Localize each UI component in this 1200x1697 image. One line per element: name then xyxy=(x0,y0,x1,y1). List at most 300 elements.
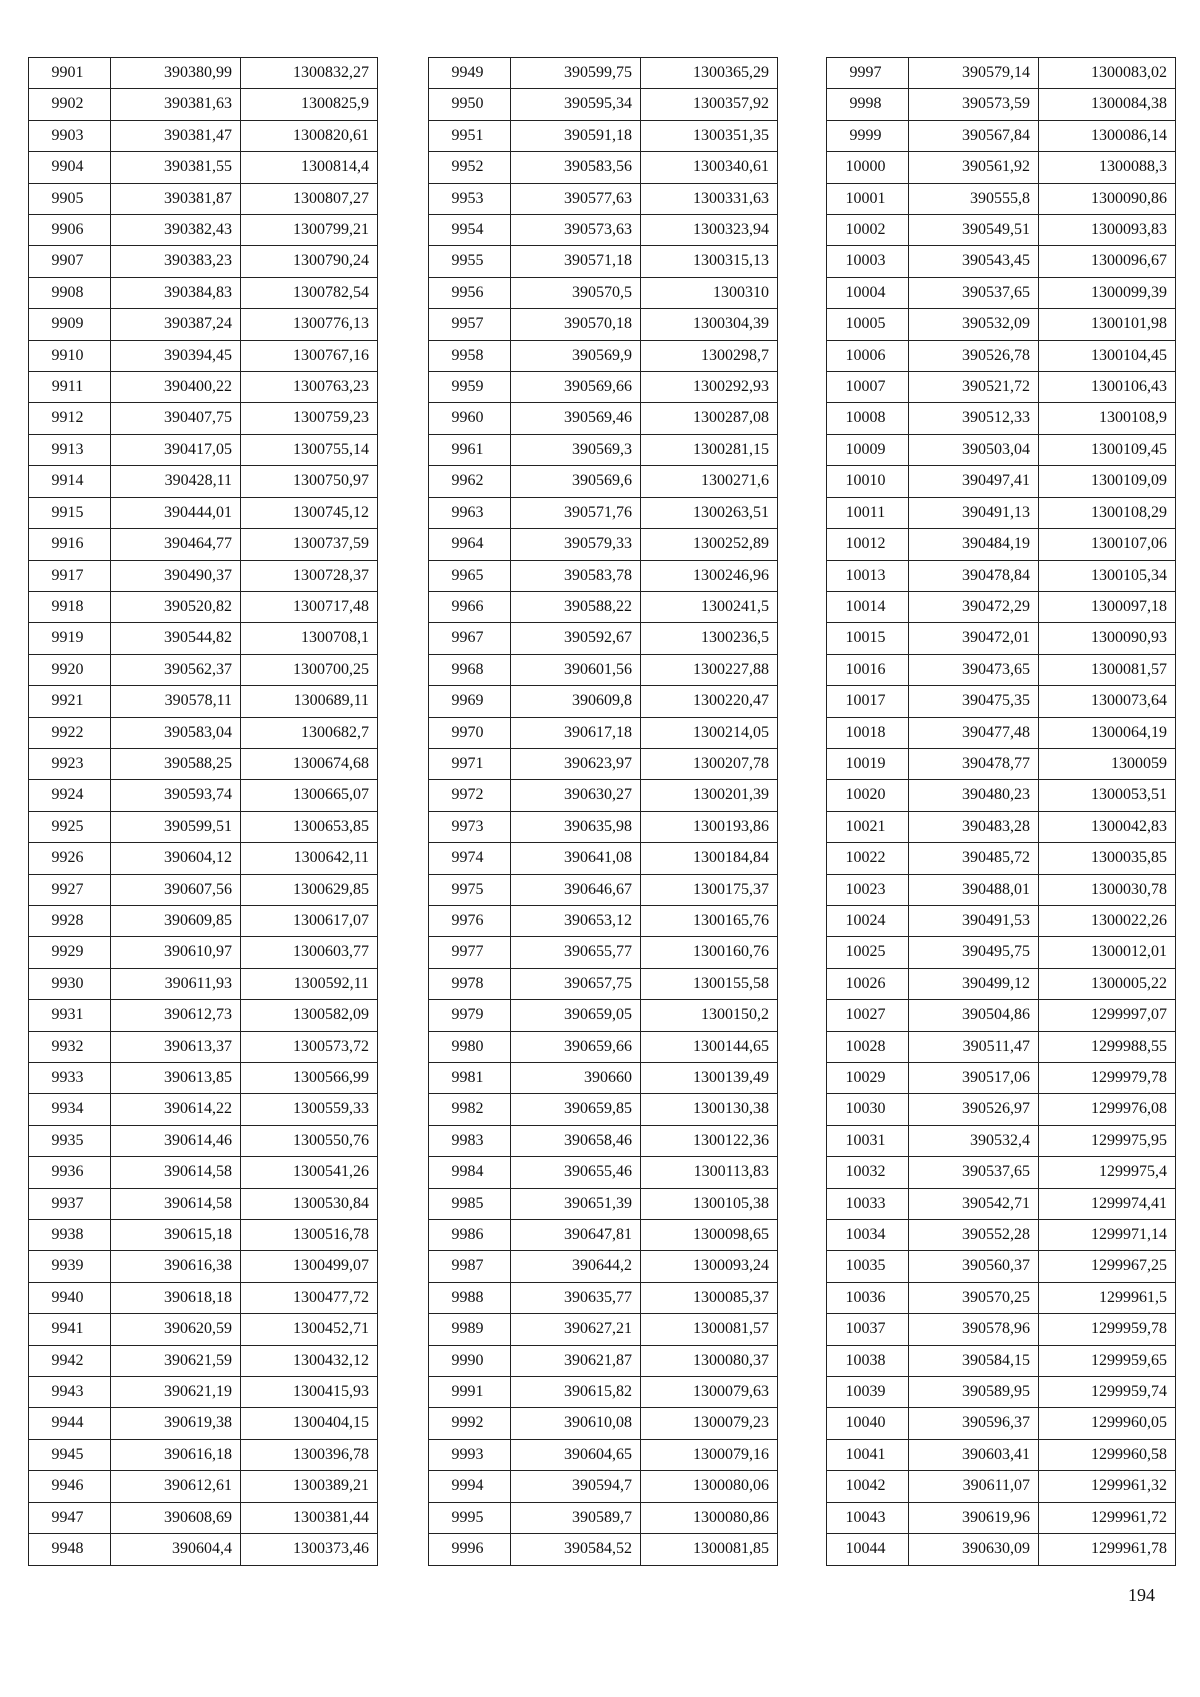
x-coordinate-cell: 390488,01 xyxy=(909,874,1039,905)
table-row xyxy=(827,340,1176,371)
table-row xyxy=(29,152,378,183)
point-number-cell: 9984 xyxy=(429,1157,511,1188)
y-coordinate-cell: 1299960,05 xyxy=(1039,1408,1176,1439)
table-row xyxy=(429,1471,778,1502)
y-coordinate-cell: 1300452,71 xyxy=(241,1314,378,1345)
x-coordinate-cell: 390584,52 xyxy=(511,1534,641,1565)
x-coordinate-cell: 390517,06 xyxy=(909,1063,1039,1094)
y-coordinate-cell: 1300357,92 xyxy=(641,89,778,120)
table-row xyxy=(827,309,1176,340)
x-coordinate-cell: 390603,41 xyxy=(909,1439,1039,1470)
y-coordinate-cell: 1300755,14 xyxy=(241,434,378,465)
y-coordinate-cell: 1300653,85 xyxy=(241,811,378,842)
table-row xyxy=(29,686,378,717)
x-coordinate-cell: 390616,38 xyxy=(111,1251,241,1282)
y-coordinate-cell: 1300227,88 xyxy=(641,654,778,685)
table-row xyxy=(29,1282,378,1313)
table-row xyxy=(29,1157,378,1188)
table-row xyxy=(29,874,378,905)
x-coordinate-cell: 390584,15 xyxy=(909,1345,1039,1376)
table-row xyxy=(429,654,778,685)
table-row xyxy=(29,968,378,999)
x-coordinate-cell: 390657,75 xyxy=(511,968,641,999)
x-coordinate-cell: 390610,97 xyxy=(111,937,241,968)
y-coordinate-cell: 1300080,37 xyxy=(641,1345,778,1376)
point-number-cell: 9979 xyxy=(429,1000,511,1031)
x-coordinate-cell: 390555,8 xyxy=(909,183,1039,214)
point-number-cell: 10037 xyxy=(827,1314,909,1345)
x-coordinate-cell: 390609,8 xyxy=(511,686,641,717)
point-number-cell: 10006 xyxy=(827,340,909,371)
table-row xyxy=(827,58,1176,89)
table-row xyxy=(29,843,378,874)
x-coordinate-cell: 390400,22 xyxy=(111,372,241,403)
point-number-cell: 9923 xyxy=(29,748,111,779)
table-row xyxy=(29,717,378,748)
x-coordinate-cell: 390417,05 xyxy=(111,434,241,465)
x-coordinate-cell: 390560,37 xyxy=(909,1251,1039,1282)
table-row xyxy=(827,215,1176,246)
table-row xyxy=(827,1408,1176,1439)
table-row xyxy=(827,120,1176,151)
point-number-cell: 9950 xyxy=(429,89,511,120)
table-row xyxy=(29,1408,378,1439)
point-number-cell: 10042 xyxy=(827,1471,909,1502)
x-coordinate-cell: 390569,9 xyxy=(511,340,641,371)
point-number-cell: 9970 xyxy=(429,717,511,748)
y-coordinate-cell: 1299967,25 xyxy=(1039,1251,1176,1282)
y-coordinate-cell: 1300035,85 xyxy=(1039,843,1176,874)
table-row xyxy=(827,717,1176,748)
table-row xyxy=(29,466,378,497)
x-coordinate-cell: 390532,09 xyxy=(909,309,1039,340)
table-row xyxy=(29,1063,378,1094)
x-coordinate-cell: 390578,11 xyxy=(111,686,241,717)
x-coordinate-cell: 390659,05 xyxy=(511,1000,641,1031)
y-coordinate-cell: 1299979,78 xyxy=(1039,1063,1176,1094)
point-number-cell: 9901 xyxy=(29,58,111,89)
point-number-cell: 9973 xyxy=(429,811,511,842)
x-coordinate-cell: 390583,04 xyxy=(111,717,241,748)
point-number-cell: 10044 xyxy=(827,1534,909,1565)
point-number-cell: 10001 xyxy=(827,183,909,214)
point-number-cell: 10013 xyxy=(827,560,909,591)
x-coordinate-cell: 390503,04 xyxy=(909,434,1039,465)
y-coordinate-cell: 1300799,21 xyxy=(241,215,378,246)
point-number-cell: 9907 xyxy=(29,246,111,277)
table-row xyxy=(429,1502,778,1533)
y-coordinate-cell: 1300674,68 xyxy=(241,748,378,779)
table-row xyxy=(429,1063,778,1094)
table-row xyxy=(29,403,378,434)
table-row xyxy=(429,1220,778,1251)
table-row xyxy=(827,1063,1176,1094)
table-row xyxy=(827,968,1176,999)
point-number-cell: 9909 xyxy=(29,309,111,340)
point-number-cell: 9994 xyxy=(429,1471,511,1502)
point-number-cell: 10019 xyxy=(827,748,909,779)
y-coordinate-cell: 1300093,24 xyxy=(641,1251,778,1282)
point-number-cell: 9917 xyxy=(29,560,111,591)
y-coordinate-cell: 1300079,23 xyxy=(641,1408,778,1439)
x-coordinate-cell: 390387,24 xyxy=(111,309,241,340)
table-row xyxy=(827,654,1176,685)
y-coordinate-cell: 1300499,07 xyxy=(241,1251,378,1282)
x-coordinate-cell: 390381,55 xyxy=(111,152,241,183)
table-row xyxy=(29,340,378,371)
point-number-cell: 9959 xyxy=(429,372,511,403)
y-coordinate-cell: 1300389,21 xyxy=(241,1471,378,1502)
y-coordinate-cell: 1300582,09 xyxy=(241,1000,378,1031)
x-coordinate-cell: 390607,56 xyxy=(111,874,241,905)
x-coordinate-cell: 390621,59 xyxy=(111,1345,241,1376)
table-row xyxy=(827,403,1176,434)
x-coordinate-cell: 390646,67 xyxy=(511,874,641,905)
table-row xyxy=(827,89,1176,120)
point-number-cell: 10010 xyxy=(827,466,909,497)
y-coordinate-cell: 1300079,63 xyxy=(641,1377,778,1408)
point-number-cell: 10030 xyxy=(827,1094,909,1125)
x-coordinate-cell: 390596,37 xyxy=(909,1408,1039,1439)
point-number-cell: 10036 xyxy=(827,1282,909,1313)
table-row xyxy=(29,905,378,936)
point-number-cell: 10033 xyxy=(827,1188,909,1219)
y-coordinate-cell: 1300642,11 xyxy=(241,843,378,874)
x-coordinate-cell: 390612,73 xyxy=(111,1000,241,1031)
x-coordinate-cell: 390472,29 xyxy=(909,591,1039,622)
point-number-cell: 9921 xyxy=(29,686,111,717)
x-coordinate-cell: 390571,18 xyxy=(511,246,641,277)
x-coordinate-cell: 390526,97 xyxy=(909,1094,1039,1125)
y-coordinate-cell: 1300165,76 xyxy=(641,905,778,936)
x-coordinate-cell: 390647,81 xyxy=(511,1220,641,1251)
point-number-cell: 9964 xyxy=(429,529,511,560)
y-coordinate-cell: 1300298,7 xyxy=(641,340,778,371)
table-row xyxy=(827,591,1176,622)
point-number-cell: 9902 xyxy=(29,89,111,120)
x-coordinate-cell: 390569,66 xyxy=(511,372,641,403)
table-row xyxy=(827,1345,1176,1376)
x-coordinate-cell: 390610,08 xyxy=(511,1408,641,1439)
x-coordinate-cell: 390569,46 xyxy=(511,403,641,434)
y-coordinate-cell: 1300315,13 xyxy=(641,246,778,277)
point-number-cell: 9930 xyxy=(29,968,111,999)
table-row xyxy=(429,120,778,151)
point-number-cell: 9933 xyxy=(29,1063,111,1094)
x-coordinate-cell: 390613,37 xyxy=(111,1031,241,1062)
y-coordinate-cell: 1300090,86 xyxy=(1039,183,1176,214)
table-row xyxy=(827,183,1176,214)
table-row xyxy=(827,1094,1176,1125)
table-row xyxy=(827,686,1176,717)
point-number-cell: 9914 xyxy=(29,466,111,497)
point-number-cell: 10039 xyxy=(827,1377,909,1408)
table-row xyxy=(429,277,778,308)
point-number-cell: 10000 xyxy=(827,152,909,183)
table-row xyxy=(827,1251,1176,1282)
x-coordinate-cell: 390655,77 xyxy=(511,937,641,968)
point-number-cell: 9905 xyxy=(29,183,111,214)
point-number-cell: 9971 xyxy=(429,748,511,779)
table-row xyxy=(29,277,378,308)
coordinate-table-3 xyxy=(826,57,1176,1566)
x-coordinate-cell: 390579,33 xyxy=(511,529,641,560)
table-row xyxy=(29,1000,378,1031)
table-row xyxy=(429,937,778,968)
y-coordinate-cell: 1300079,16 xyxy=(641,1439,778,1470)
table-row xyxy=(429,1408,778,1439)
y-coordinate-cell: 1300263,51 xyxy=(641,497,778,528)
point-number-cell: 9982 xyxy=(429,1094,511,1125)
x-coordinate-cell: 390611,07 xyxy=(909,1471,1039,1502)
x-coordinate-cell: 390567,84 xyxy=(909,120,1039,151)
y-coordinate-cell: 1300759,23 xyxy=(241,403,378,434)
x-coordinate-cell: 390537,65 xyxy=(909,1157,1039,1188)
point-number-cell: 10016 xyxy=(827,654,909,685)
x-coordinate-cell: 390621,19 xyxy=(111,1377,241,1408)
y-coordinate-cell: 1300665,07 xyxy=(241,780,378,811)
table-row xyxy=(29,1439,378,1470)
y-coordinate-cell: 1300175,37 xyxy=(641,874,778,905)
table-row xyxy=(29,1471,378,1502)
y-coordinate-cell: 1300559,33 xyxy=(241,1094,378,1125)
point-number-cell: 9925 xyxy=(29,811,111,842)
table-row xyxy=(429,968,778,999)
x-coordinate-cell: 390537,65 xyxy=(909,277,1039,308)
x-coordinate-cell: 390618,18 xyxy=(111,1282,241,1313)
x-coordinate-cell: 390592,67 xyxy=(511,623,641,654)
y-coordinate-cell: 1299959,65 xyxy=(1039,1345,1176,1376)
y-coordinate-cell: 1300617,07 xyxy=(241,905,378,936)
point-number-cell: 9996 xyxy=(429,1534,511,1565)
y-coordinate-cell: 1300477,72 xyxy=(241,1282,378,1313)
y-coordinate-cell: 1300432,12 xyxy=(241,1345,378,1376)
point-number-cell: 9968 xyxy=(429,654,511,685)
table-row xyxy=(29,183,378,214)
x-coordinate-cell: 390627,21 xyxy=(511,1314,641,1345)
y-coordinate-cell: 1300144,65 xyxy=(641,1031,778,1062)
coordinate-table-1 xyxy=(28,57,378,1566)
table-row xyxy=(29,1251,378,1282)
point-number-cell: 9945 xyxy=(29,1439,111,1470)
x-coordinate-cell: 390475,35 xyxy=(909,686,1039,717)
y-coordinate-cell: 1300252,89 xyxy=(641,529,778,560)
point-number-cell: 9916 xyxy=(29,529,111,560)
table-row xyxy=(827,874,1176,905)
x-coordinate-cell: 390604,4 xyxy=(111,1534,241,1565)
x-coordinate-cell: 390630,09 xyxy=(909,1534,1039,1565)
y-coordinate-cell: 1300081,57 xyxy=(641,1314,778,1345)
point-number-cell: 9963 xyxy=(429,497,511,528)
table-row xyxy=(29,120,378,151)
point-number-cell: 10031 xyxy=(827,1125,909,1156)
point-number-cell: 9981 xyxy=(429,1063,511,1094)
x-coordinate-cell: 390635,77 xyxy=(511,1282,641,1313)
point-number-cell: 9928 xyxy=(29,905,111,936)
table-row xyxy=(429,1282,778,1313)
table-row xyxy=(429,529,778,560)
x-coordinate-cell: 390621,87 xyxy=(511,1345,641,1376)
x-coordinate-cell: 390589,7 xyxy=(511,1502,641,1533)
point-number-cell: 10008 xyxy=(827,403,909,434)
y-coordinate-cell: 1300012,01 xyxy=(1039,937,1176,968)
point-number-cell: 10015 xyxy=(827,623,909,654)
point-number-cell: 10035 xyxy=(827,1251,909,1282)
point-number-cell: 9915 xyxy=(29,497,111,528)
y-coordinate-cell: 1300081,85 xyxy=(641,1534,778,1565)
y-coordinate-cell: 1300331,63 xyxy=(641,183,778,214)
y-coordinate-cell: 1300708,1 xyxy=(241,623,378,654)
x-coordinate-cell: 390578,96 xyxy=(909,1314,1039,1345)
y-coordinate-cell: 1300782,54 xyxy=(241,277,378,308)
x-coordinate-cell: 390589,95 xyxy=(909,1377,1039,1408)
table-row xyxy=(29,529,378,560)
x-coordinate-cell: 390478,77 xyxy=(909,748,1039,779)
y-coordinate-cell: 1300109,09 xyxy=(1039,466,1176,497)
table-row xyxy=(29,1345,378,1376)
x-coordinate-cell: 390484,19 xyxy=(909,529,1039,560)
y-coordinate-cell: 1300030,78 xyxy=(1039,874,1176,905)
point-number-cell: 9980 xyxy=(429,1031,511,1062)
y-coordinate-cell: 1300737,59 xyxy=(241,529,378,560)
x-coordinate-cell: 390570,18 xyxy=(511,309,641,340)
x-coordinate-cell: 390477,48 xyxy=(909,717,1039,748)
x-coordinate-cell: 390614,22 xyxy=(111,1094,241,1125)
x-coordinate-cell: 390490,37 xyxy=(111,560,241,591)
x-coordinate-cell: 390569,6 xyxy=(511,466,641,497)
y-coordinate-cell: 1300304,39 xyxy=(641,309,778,340)
table-row xyxy=(429,717,778,748)
x-coordinate-cell: 390651,39 xyxy=(511,1188,641,1219)
x-coordinate-cell: 390485,72 xyxy=(909,843,1039,874)
y-coordinate-cell: 1300241,5 xyxy=(641,591,778,622)
table-row xyxy=(429,623,778,654)
table-row xyxy=(827,1282,1176,1313)
y-coordinate-cell: 1300097,18 xyxy=(1039,591,1176,622)
point-number-cell: 10011 xyxy=(827,497,909,528)
table-row xyxy=(29,1314,378,1345)
y-coordinate-cell: 1300396,78 xyxy=(241,1439,378,1470)
x-coordinate-cell: 390599,51 xyxy=(111,811,241,842)
y-coordinate-cell: 1300160,76 xyxy=(641,937,778,968)
y-coordinate-cell: 1300323,94 xyxy=(641,215,778,246)
y-coordinate-cell: 1300516,78 xyxy=(241,1220,378,1251)
table-row xyxy=(429,1031,778,1062)
table-row xyxy=(429,215,778,246)
y-coordinate-cell: 1300689,11 xyxy=(241,686,378,717)
y-coordinate-cell: 1300814,4 xyxy=(241,152,378,183)
point-number-cell: 9960 xyxy=(429,403,511,434)
y-coordinate-cell: 1300825,9 xyxy=(241,89,378,120)
y-coordinate-cell: 1299975,95 xyxy=(1039,1125,1176,1156)
y-coordinate-cell: 1300122,36 xyxy=(641,1125,778,1156)
y-coordinate-cell: 1300098,65 xyxy=(641,1220,778,1251)
y-coordinate-cell: 1300084,38 xyxy=(1039,89,1176,120)
y-coordinate-cell: 1300603,77 xyxy=(241,937,378,968)
table-row xyxy=(827,560,1176,591)
table-row xyxy=(429,1314,778,1345)
point-number-cell: 9906 xyxy=(29,215,111,246)
x-coordinate-cell: 390384,83 xyxy=(111,277,241,308)
x-coordinate-cell: 390615,18 xyxy=(111,1220,241,1251)
y-coordinate-cell: 1300193,86 xyxy=(641,811,778,842)
y-coordinate-cell: 1300085,37 xyxy=(641,1282,778,1313)
point-number-cell: 9972 xyxy=(429,780,511,811)
y-coordinate-cell: 1300059 xyxy=(1039,748,1176,779)
y-coordinate-cell: 1300281,15 xyxy=(641,434,778,465)
point-number-cell: 9944 xyxy=(29,1408,111,1439)
x-coordinate-cell: 390504,86 xyxy=(909,1000,1039,1031)
point-number-cell: 9999 xyxy=(827,120,909,151)
table-row xyxy=(827,372,1176,403)
x-coordinate-cell: 390609,85 xyxy=(111,905,241,936)
point-number-cell: 10040 xyxy=(827,1408,909,1439)
table-row xyxy=(29,591,378,622)
point-number-cell: 9935 xyxy=(29,1125,111,1156)
x-coordinate-cell: 390561,92 xyxy=(909,152,1039,183)
x-coordinate-cell: 390659,66 xyxy=(511,1031,641,1062)
table-row xyxy=(827,748,1176,779)
table-row xyxy=(429,152,778,183)
table-row xyxy=(29,309,378,340)
table-row xyxy=(827,1000,1176,1031)
x-coordinate-cell: 390655,46 xyxy=(511,1157,641,1188)
table-row xyxy=(429,1439,778,1470)
table-row xyxy=(29,623,378,654)
y-coordinate-cell: 1300541,26 xyxy=(241,1157,378,1188)
x-coordinate-cell: 390532,4 xyxy=(909,1125,1039,1156)
y-coordinate-cell: 1300790,24 xyxy=(241,246,378,277)
y-coordinate-cell: 1300373,46 xyxy=(241,1534,378,1565)
y-coordinate-cell: 1299961,72 xyxy=(1039,1502,1176,1533)
y-coordinate-cell: 1300080,86 xyxy=(641,1502,778,1533)
y-coordinate-cell: 1300108,9 xyxy=(1039,403,1176,434)
x-coordinate-cell: 390616,18 xyxy=(111,1439,241,1470)
y-coordinate-cell: 1300767,16 xyxy=(241,340,378,371)
point-number-cell: 10005 xyxy=(827,309,909,340)
point-number-cell: 9969 xyxy=(429,686,511,717)
point-number-cell: 9967 xyxy=(429,623,511,654)
x-coordinate-cell: 390579,14 xyxy=(909,58,1039,89)
point-number-cell: 9926 xyxy=(29,843,111,874)
table-row xyxy=(827,434,1176,465)
table-row xyxy=(827,497,1176,528)
y-coordinate-cell: 1300236,5 xyxy=(641,623,778,654)
table-row xyxy=(827,1188,1176,1219)
point-number-cell: 9947 xyxy=(29,1502,111,1533)
point-number-cell: 9951 xyxy=(429,120,511,151)
x-coordinate-cell: 390604,12 xyxy=(111,843,241,874)
point-number-cell: 10034 xyxy=(827,1220,909,1251)
table-row xyxy=(29,372,378,403)
x-coordinate-cell: 390552,28 xyxy=(909,1220,1039,1251)
y-coordinate-cell: 1300207,78 xyxy=(641,748,778,779)
table-row xyxy=(429,309,778,340)
point-number-cell: 9903 xyxy=(29,120,111,151)
table-row xyxy=(29,1188,378,1219)
table-row xyxy=(429,497,778,528)
y-coordinate-cell: 1300292,93 xyxy=(641,372,778,403)
point-number-cell: 9990 xyxy=(429,1345,511,1376)
x-coordinate-cell: 390658,46 xyxy=(511,1125,641,1156)
y-coordinate-cell: 1300113,83 xyxy=(641,1157,778,1188)
table-row xyxy=(827,246,1176,277)
point-number-cell: 9908 xyxy=(29,277,111,308)
y-coordinate-cell: 1299961,5 xyxy=(1039,1282,1176,1313)
x-coordinate-cell: 390407,75 xyxy=(111,403,241,434)
x-coordinate-cell: 390583,56 xyxy=(511,152,641,183)
x-coordinate-cell: 390464,77 xyxy=(111,529,241,560)
